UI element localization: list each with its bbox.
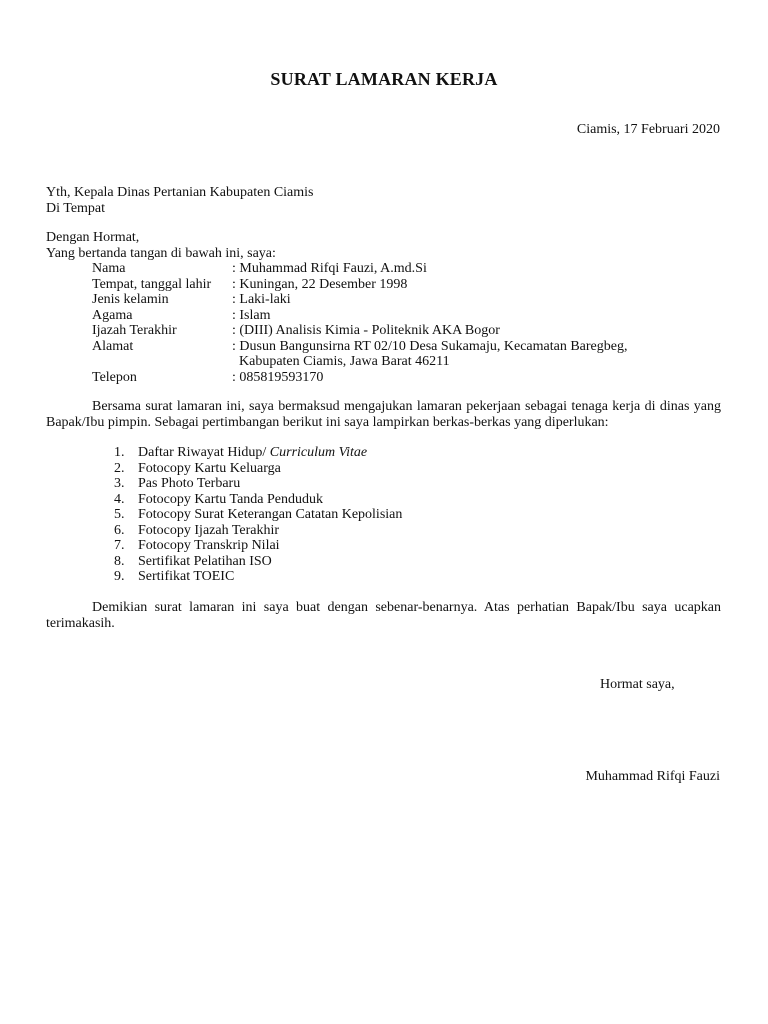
paragraph-text: Demikian surat lamaran ini saya buat dengan sebenar-benarnya. Atas perhatian Bapak/Ibu saya ucapkan terimakasih. — [46, 600, 721, 631]
detail-label: Ijazah Terakhir — [92, 323, 177, 338]
detail-value: : Kuningan, 22 Desember 1998 — [232, 276, 408, 292]
applicant-details — [92, 261, 627, 385]
paragraph-text: Bersama surat lamaran ini, saya bermaksud mengajukan lamaran pekerjaan sebagai tenaga kerja di dinas yang Bapak/Ibu pimpin. Sebagai pertimbangan berikut ini saya lampirkan berkas-berkas yang diperlukan: — [46, 399, 721, 430]
greeting-block — [46, 230, 276, 261]
list-text: Pas Photo Terbaru — [138, 476, 241, 491]
detail-row — [92, 292, 627, 308]
list-number: 6. — [114, 522, 125, 538]
list-text: Sertifikat Pelatihan ISO — [138, 553, 272, 569]
detail-label: Jenis kelamin — [92, 292, 169, 307]
body-paragraph-2 — [46, 600, 721, 631]
list-number: 3. — [114, 476, 125, 491]
list-item — [114, 523, 402, 539]
list-number: 4. — [114, 491, 125, 507]
salutation: Dengan Hormat, — [46, 230, 140, 245]
detail-row — [92, 339, 627, 370]
detail-label: Telepon — [92, 369, 137, 385]
list-item — [114, 445, 402, 461]
address-line-1: : Dusun Bangunsirna RT 02/10 Desa Sukamaju, Kecamatan Baregbeg, — [232, 338, 628, 354]
list-item — [114, 538, 402, 554]
body-paragraph-1 — [46, 399, 721, 430]
list-number: 1. — [114, 445, 125, 460]
list-text-italic: Curriculum Vitae — [269, 445, 368, 460]
detail-label: Alamat — [92, 338, 134, 354]
detail-value-multiline — [232, 339, 627, 370]
list-text: Fotocopy Transkrip Nilai — [138, 538, 280, 553]
list-item — [114, 569, 402, 585]
list-text: Fotocopy Kartu Tanda Penduduk — [138, 491, 324, 507]
list-text: Fotocopy Ijazah Terakhir — [138, 522, 280, 538]
recipient-block — [46, 185, 313, 216]
recipient-line: Yth, Kepala Dinas Pertanian Kabupaten Ciamis — [46, 185, 314, 200]
list-text: Fotocopy Kartu Keluarga — [138, 460, 281, 476]
detail-row — [92, 323, 627, 339]
place-date: Ciamis, 17 Februari 2020 — [576, 122, 720, 137]
recipient-location: Di Tempat — [46, 200, 106, 216]
signature-name: Muhammad Rifqi Fauzi — [585, 769, 720, 784]
detail-label: Agama — [92, 307, 133, 323]
detail-value: : Muhammad Rifqi Fauzi, A.md.Si — [232, 261, 427, 276]
list-number: 5. — [114, 507, 125, 522]
detail-row — [92, 261, 627, 277]
detail-value: : Laki-laki — [232, 292, 291, 307]
attachment-list — [114, 445, 402, 585]
list-number: 2. — [114, 460, 125, 476]
list-text: Sertifikat TOEIC — [138, 569, 235, 584]
list-number: 7. — [114, 538, 125, 553]
closing-salutation: Hormat saya, — [600, 677, 675, 692]
list-text: Daftar Riwayat Hidup/ — [138, 445, 270, 460]
detail-label: Tempat, tanggal lahir — [92, 276, 212, 292]
address-line-2: Kabupaten Ciamis, Jawa Barat 46211 — [239, 354, 450, 369]
detail-row — [92, 370, 627, 386]
detail-value: : Islam — [232, 307, 271, 323]
detail-row — [92, 308, 627, 324]
list-text: Fotocopy Surat Keterangan Catatan Kepolisian — [138, 507, 403, 522]
list-item — [114, 461, 402, 477]
detail-value: : 085819593170 — [232, 369, 324, 385]
list-item — [114, 492, 402, 508]
detail-value: : (DIII) Analisis Kimia - Politeknik AKA Bogor — [232, 323, 500, 338]
detail-label: Nama — [92, 261, 126, 276]
list-item — [114, 554, 402, 570]
list-number: 8. — [114, 553, 125, 569]
detail-row — [92, 277, 627, 293]
letter-title: SURAT LAMARAN KERJA — [270, 69, 498, 89]
intro-line: Yang bertanda tangan di bawah ini, saya: — [46, 245, 276, 261]
list-item — [114, 476, 402, 492]
list-number: 9. — [114, 569, 125, 584]
list-item — [114, 507, 402, 523]
